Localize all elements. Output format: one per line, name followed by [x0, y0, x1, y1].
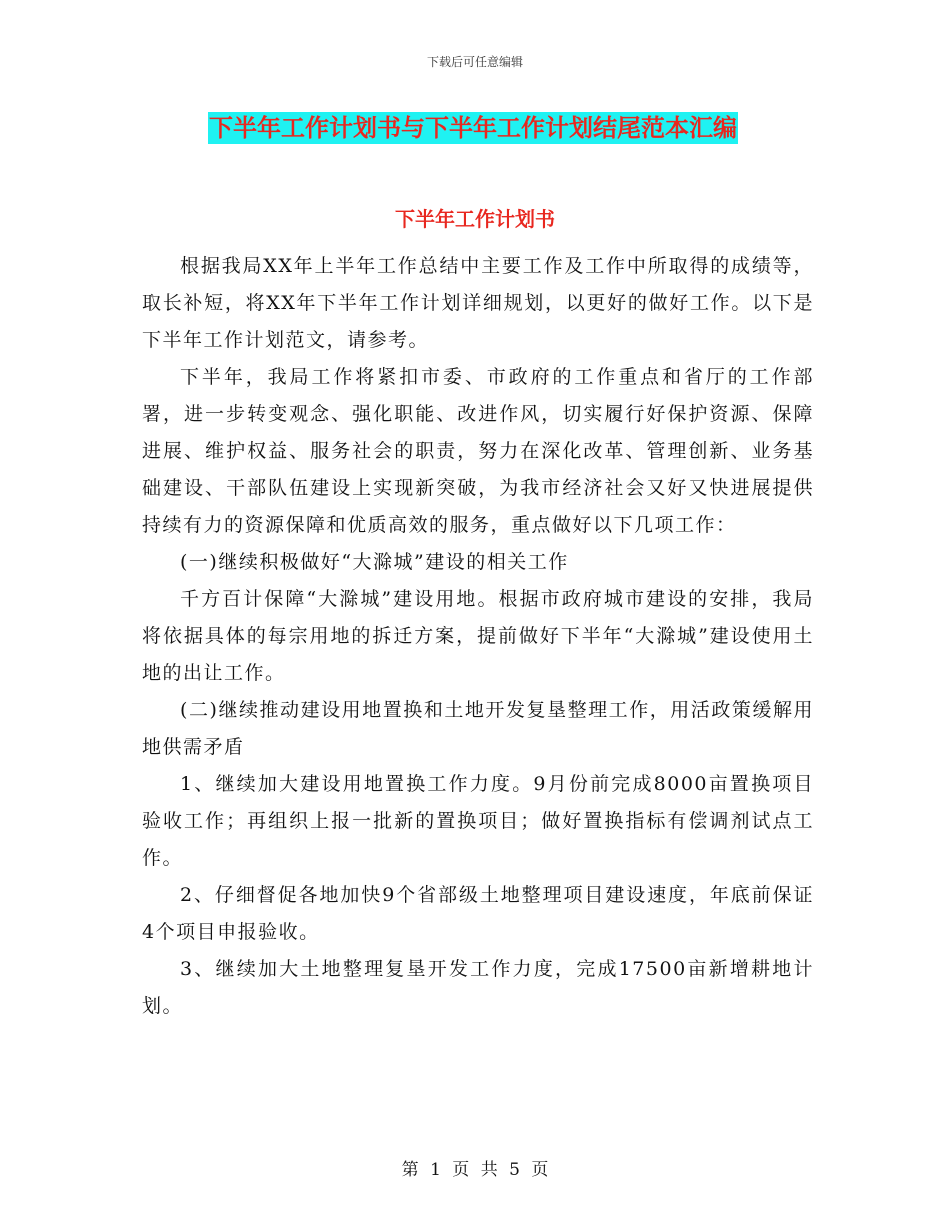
- document-body: [142, 248, 814, 1025]
- list-item-1: 1、继续加大建设用地置换工作力度。9月份前完成8000亩置换项目验收工作；再组织上报一批新的置换项目；做好置换指标有偿调剂试点工作。: [142, 773, 814, 869]
- page-number-footer: 第 1 页 共 5 页: [401, 1160, 549, 1180]
- section-title: 下半年工作计划书: [395, 207, 555, 231]
- list-item-2: 2、仔细督促各地加快9个省部级土地整理项目建设速度，年底前保证4个项目申报验收。: [142, 884, 814, 943]
- paragraph-land-supply: 千方百计保障“大滁城”建设用地。根据市政府城市建设的安排，我局将依据具体的每宗用地的拆迁方案，提前做好下半年“大滁城”建设使用土地的出让工作。: [142, 588, 814, 684]
- document-main-title: 下半年工作计划书与下半年工作计划结尾范本汇编: [209, 114, 737, 142]
- list-item-3: 3、继续加大土地整理复垦开发工作力度，完成17500亩新增耕地计划。: [142, 958, 814, 1017]
- section-heading-2: (二)继续推动建设用地置换和土地开发复垦整理工作，用活政策缓解用地供需矛盾: [142, 699, 814, 758]
- header-note: 下载后可任意编辑: [426, 55, 523, 69]
- paragraph-overview: 下半年，我局工作将紧扣市委、市政府的工作重点和省厅的工作部署，进一步转变观念、强化职能、改进作风，切实履行好保护资源、保障进展、维护权益、服务社会的职责，努力在深化改革、管理创新、业务基础建设、干部队伍建设上实现新突破，为我市经济社会又好又快进展提供持续有力的资源保障和优质高效的服务，重点做好以下几项工作：: [142, 366, 814, 536]
- section-heading-1: (一)继续积极做好“大滁城”建设的相关工作: [180, 551, 569, 573]
- paragraph-intro: 根据我局XX年上半年工作总结中主要工作及工作中所取得的成绩等，取长补短，将XX年下半年工作计划详细规划，以更好的做好工作。以下是下半年工作计划范文，请参考。: [142, 255, 814, 351]
